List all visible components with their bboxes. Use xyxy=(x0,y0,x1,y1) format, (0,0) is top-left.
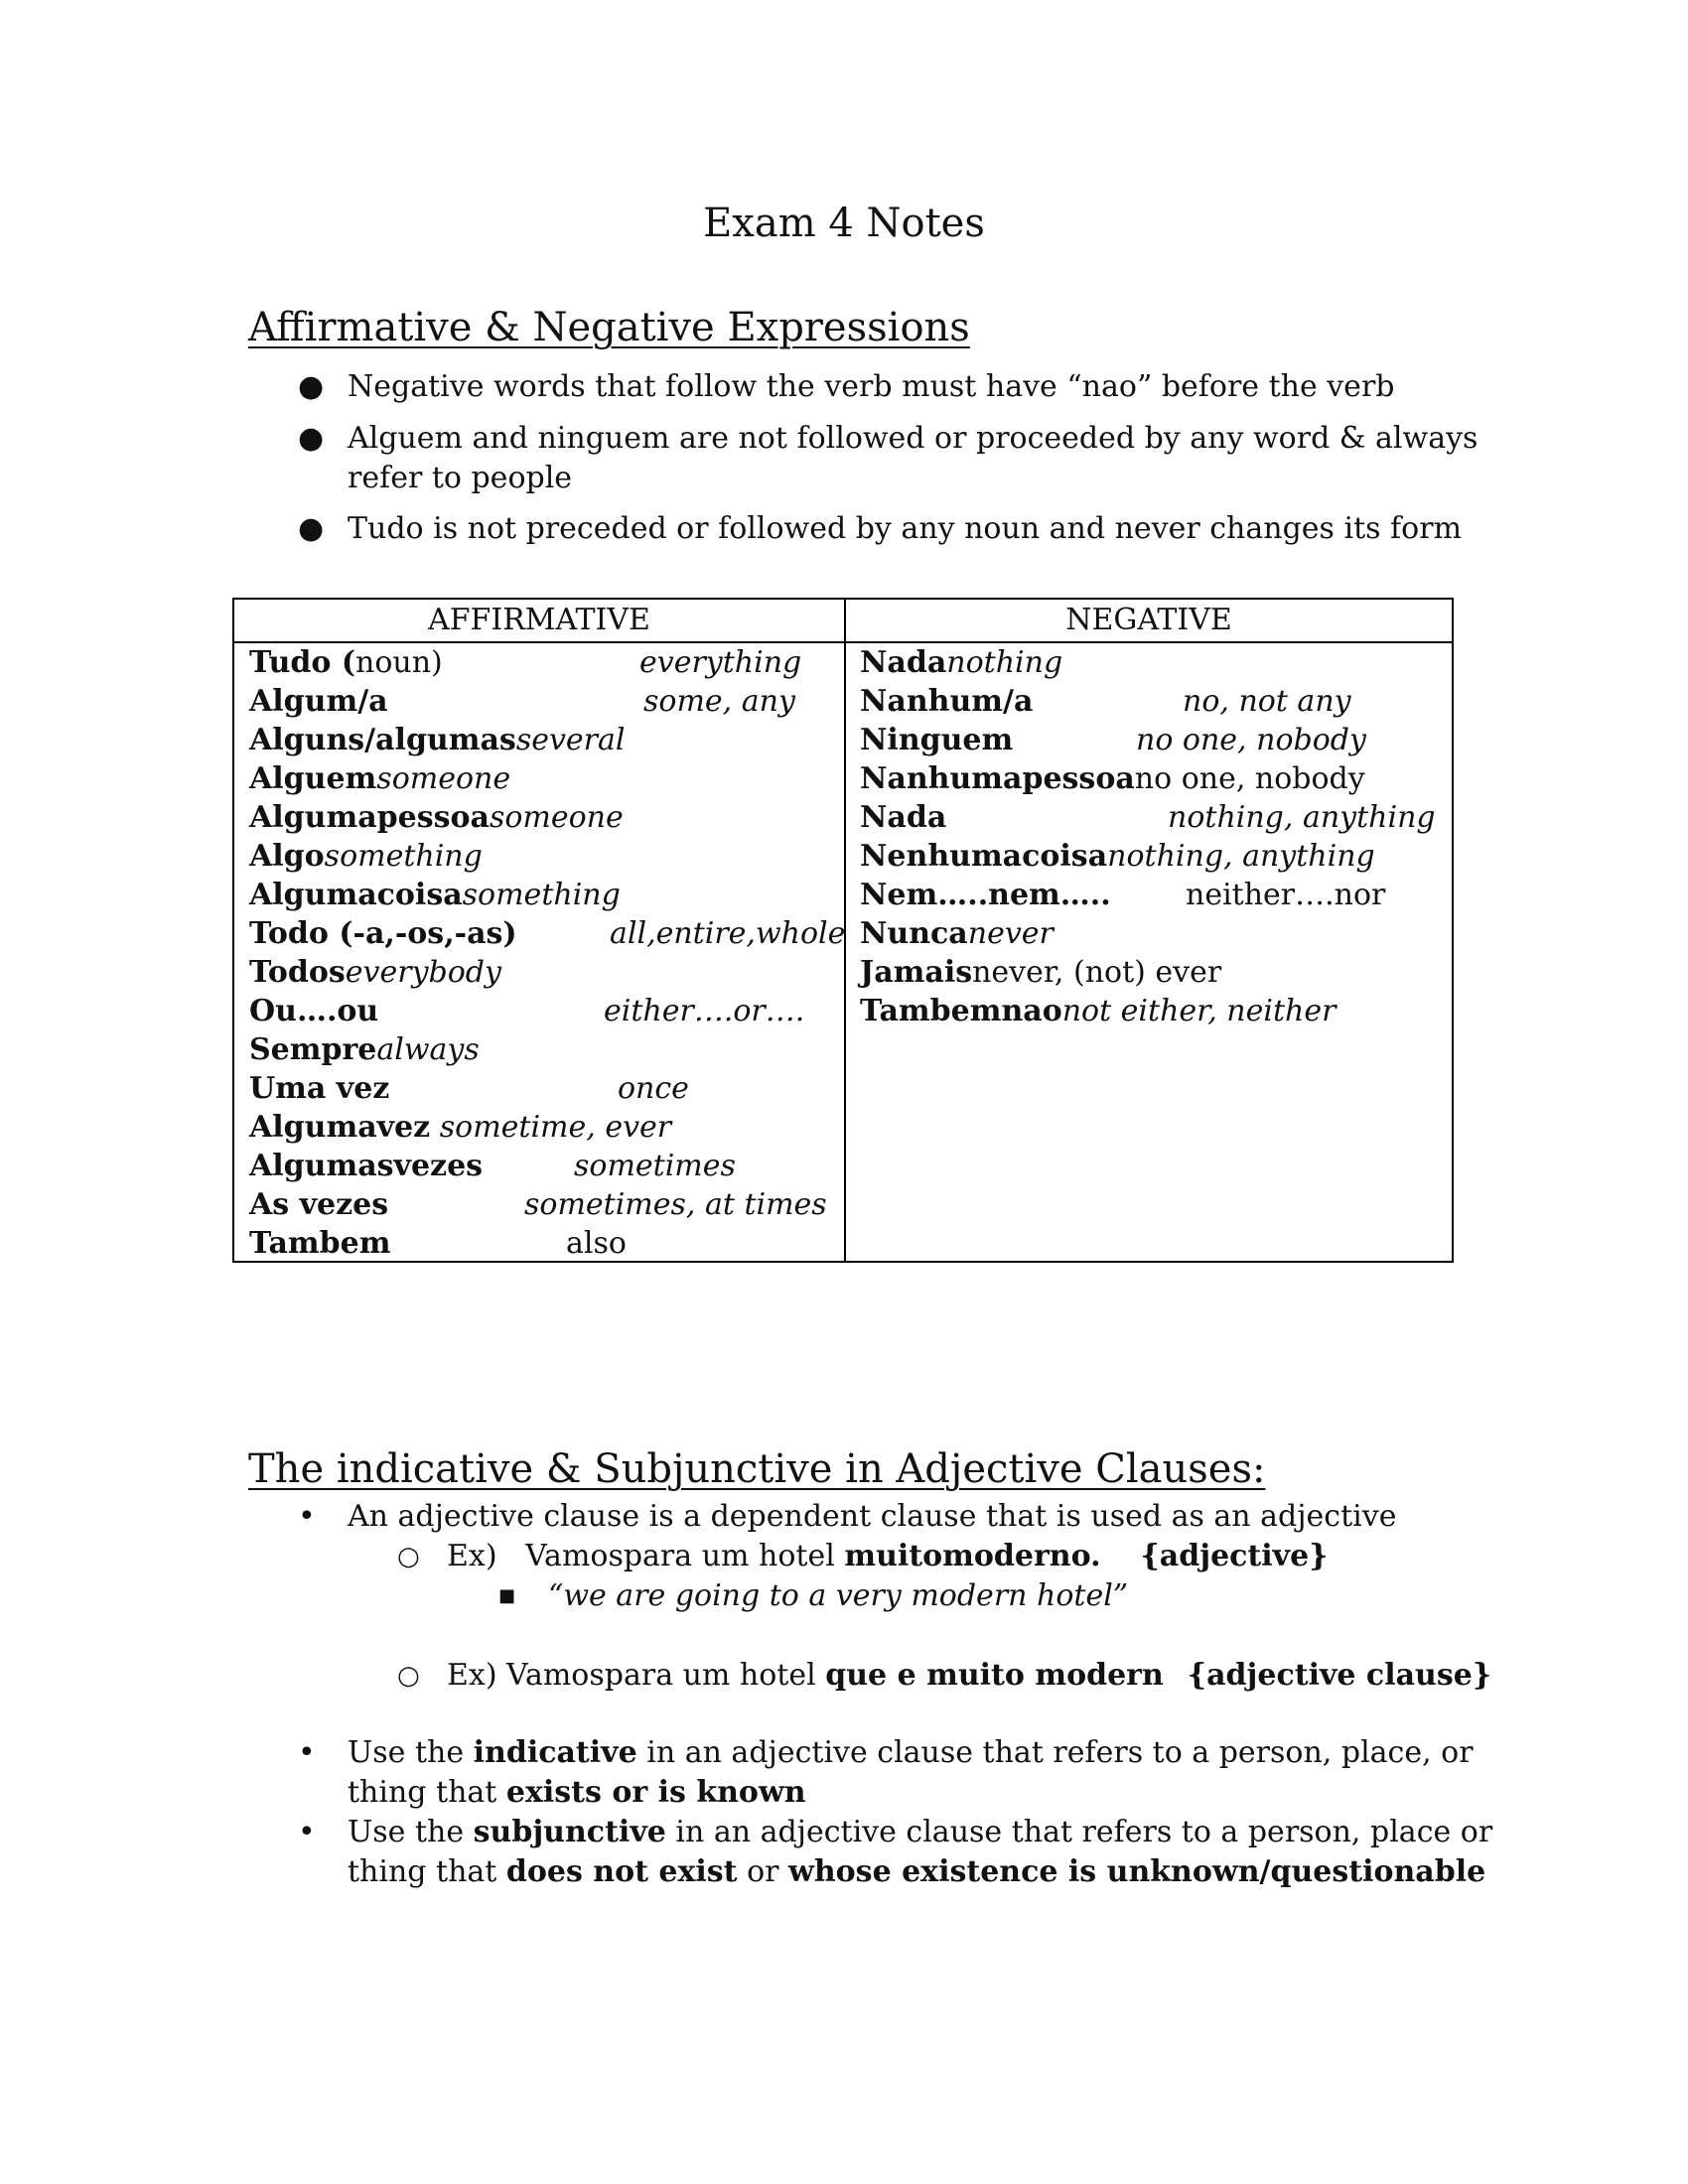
term: Algumasvezes xyxy=(249,1149,484,1183)
list-item xyxy=(348,1813,1492,1852)
example-text: Vamospara um hotel xyxy=(525,1539,845,1573)
table-row xyxy=(249,721,626,759)
rule-text: in an adjective clause that refers to a person, place or xyxy=(665,1815,1493,1849)
list-item: Tudo is not preceded or followed by any noun and never changes its form xyxy=(348,511,1463,546)
meaning: nothing xyxy=(946,645,1063,680)
bullet-icon: ● xyxy=(298,511,325,546)
vocabulary-table xyxy=(232,598,1454,1263)
meaning: someone xyxy=(489,800,624,835)
term: Tambemnao xyxy=(860,994,1062,1028)
term: Nada xyxy=(860,645,947,680)
table-row xyxy=(860,992,1336,1030)
term: Algumapessoa xyxy=(249,800,490,835)
rule-bold: exists or is known xyxy=(505,1775,806,1810)
meaning: nothing, anything xyxy=(1107,839,1375,874)
term: Nem…..nem….. xyxy=(860,878,1111,912)
meaning: no, not any xyxy=(1183,684,1351,719)
term-note: noun) xyxy=(355,645,443,680)
meaning: some, any xyxy=(643,684,795,719)
term: Sempre xyxy=(249,1032,377,1067)
term: Algo xyxy=(249,839,325,874)
example-bold: que e muito modern xyxy=(825,1658,1164,1693)
meaning: never xyxy=(967,916,1054,951)
rule-text: thing that xyxy=(348,1775,506,1810)
table-row xyxy=(249,1108,671,1147)
list-item-continuation: refer to people xyxy=(348,461,573,495)
table-row xyxy=(860,837,1375,876)
table-row xyxy=(860,953,1221,992)
table-row xyxy=(860,759,1365,798)
meaning: something xyxy=(324,839,483,874)
meaning: all,entire,whole xyxy=(610,916,846,951)
example-text: Ex) Vamospara um hotel xyxy=(447,1658,826,1693)
term: Jamais xyxy=(860,955,973,990)
meaning: always xyxy=(376,1032,480,1067)
list-item xyxy=(348,1733,1474,1773)
example-line xyxy=(447,1537,1329,1576)
circle-bullet-icon: ○ xyxy=(397,1661,420,1691)
section-heading-expressions: Affirmative & Negative Expressions xyxy=(248,305,970,350)
term: Uma vez xyxy=(249,1071,390,1106)
list-item-continuation xyxy=(348,1852,1485,1892)
rule-text: or xyxy=(737,1854,789,1889)
table-row xyxy=(860,914,1054,953)
meaning: either….or…. xyxy=(604,994,805,1028)
meaning: no one, nobody xyxy=(1134,761,1365,796)
term: Alguem xyxy=(249,761,377,796)
term: Nunca xyxy=(860,916,968,951)
rule-bold: does not exist xyxy=(505,1854,738,1889)
meaning: nothing, anything xyxy=(1168,800,1436,835)
term: Tambem xyxy=(249,1226,391,1261)
table-row xyxy=(249,643,443,682)
term: As vezes xyxy=(249,1187,389,1222)
example-prefix: Ex) xyxy=(447,1539,497,1573)
meaning: something xyxy=(462,878,621,912)
page-title: Exam 4 Notes xyxy=(703,201,985,246)
rule-text: thing that xyxy=(348,1854,506,1889)
example-tag: {adjective clause} xyxy=(1187,1658,1492,1693)
term: Nada xyxy=(860,800,947,835)
term: Algum/a xyxy=(249,684,388,719)
bullet-icon: ● xyxy=(298,421,325,456)
term: Ninguem xyxy=(860,723,1014,757)
square-bullet-icon: ■ xyxy=(498,1585,516,1606)
meaning: everybody xyxy=(345,955,501,990)
example-line xyxy=(447,1656,1491,1696)
meaning: sometime, ever xyxy=(439,1110,672,1145)
example-translation: “we are going to a very modern hotel” xyxy=(548,1578,1129,1613)
rule-bold: subjunctive xyxy=(473,1815,666,1849)
table-row xyxy=(249,837,483,876)
list-item-continuation xyxy=(348,1773,806,1813)
meaning: no one, nobody xyxy=(1136,723,1366,757)
bullet-icon: • xyxy=(298,1499,316,1534)
term: Tudo ( xyxy=(249,645,356,680)
table-row xyxy=(249,876,621,914)
list-item: Alguem and ninguem are not followed or proceeded by any word & always xyxy=(348,421,1478,456)
column-header-negative: NEGATIVE xyxy=(1065,603,1232,637)
term: Todos xyxy=(249,955,346,990)
example-bold: muitomoderno. xyxy=(844,1539,1101,1573)
term: Ou….ou xyxy=(249,994,379,1028)
circle-bullet-icon: ○ xyxy=(397,1542,420,1571)
section-heading-adjective-clauses: The indicative & Subjunctive in Adjective Clauses: xyxy=(248,1446,1266,1492)
meaning: sometimes, at times xyxy=(524,1187,827,1222)
meaning: never, (not) ever xyxy=(972,955,1222,990)
meaning: someone xyxy=(376,761,511,796)
term: Algumacoisa xyxy=(249,878,463,912)
bullet-icon: • xyxy=(298,1735,316,1770)
column-header-affirmative: AFFIRMATIVE xyxy=(428,603,650,637)
term: Nanhumapessoa xyxy=(860,761,1135,796)
term: Alguns/algumas xyxy=(249,723,516,757)
meaning: everything xyxy=(639,645,802,680)
rule-bold: indicative xyxy=(473,1735,637,1770)
example-tag: {adjective} xyxy=(1140,1539,1329,1573)
table-row xyxy=(249,759,510,798)
rule-bold: whose existence is unknown/questionable xyxy=(788,1854,1486,1889)
rule-text: in an adjective clause that refers to a person, place, or xyxy=(636,1735,1474,1770)
bullet-icon: • xyxy=(298,1815,316,1849)
rule-text: Use the xyxy=(348,1735,474,1770)
term: Nenhumacoisa xyxy=(860,839,1108,874)
list-item: An adjective clause is a dependent clause that is used as an adjective xyxy=(348,1499,1397,1534)
meaning: once xyxy=(618,1071,689,1106)
meaning: several xyxy=(515,723,626,757)
term: Todo (-a,-os,-as) xyxy=(249,916,517,951)
meaning: sometimes xyxy=(574,1149,736,1183)
rule-text: Use the xyxy=(348,1815,474,1849)
term: Nanhum/a xyxy=(860,684,1034,719)
table-row xyxy=(249,953,501,992)
table-row xyxy=(860,643,1062,682)
term: Algumavez xyxy=(249,1110,431,1145)
meaning: also xyxy=(566,1226,627,1261)
meaning: neither….nor xyxy=(1186,878,1386,912)
table-row xyxy=(249,798,624,837)
bullet-icon: ● xyxy=(298,369,325,404)
table-row xyxy=(249,1030,480,1069)
list-item: Negative words that follow the verb must have “nao” before the verb xyxy=(348,369,1395,404)
meaning: not either, neither xyxy=(1061,994,1336,1028)
